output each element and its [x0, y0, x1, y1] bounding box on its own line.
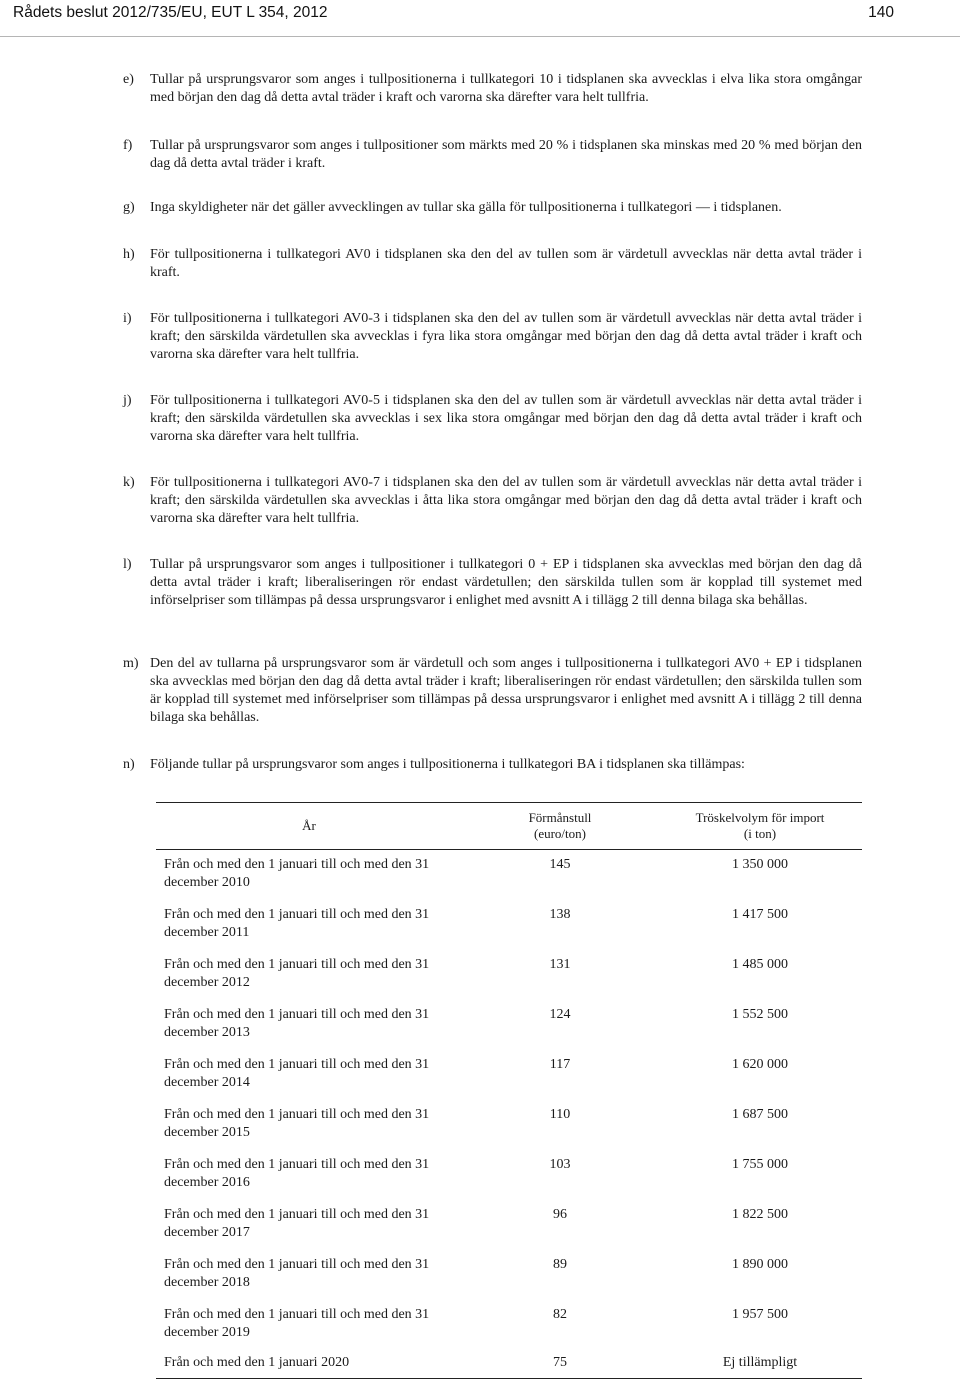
cell-threshold: 1 350 000 — [732, 857, 788, 872]
item-marker: n) — [123, 757, 135, 772]
item-text: För tullpositionerna i tullkategori AV0 i tidsplanen ska den del av tullen som är värdetull avvecklas när detta avtal träder i kraft. — [150, 247, 862, 280]
item-text: Följande tullar på ursprungsvaror som anges i tullpositionerna i tullkategori BA i tidsplanen ska tillämpas: — [150, 757, 745, 772]
cell-threshold: 1 552 500 — [732, 1007, 788, 1022]
cell-tariff: 145 — [549, 857, 571, 872]
cell-tariff: 138 — [549, 907, 571, 922]
table-row — [156, 1350, 862, 1379]
cell-year: Från och med den 1 januari till och med den 31 december 2010 — [164, 857, 430, 890]
item-marker: k) — [123, 475, 135, 490]
item-text: Tullar på ursprungsvaror som anges i tullpositionerna i tullkategori 10 i tidsplanen ska avvecklas i elva lika stora omgångar med början den dag då detta avtal träder i kraft och varorna ska därefter vara helt tullfria. — [150, 72, 862, 105]
cell-threshold: 1 957 500 — [732, 1307, 788, 1322]
cell-threshold: 1 485 000 — [732, 957, 788, 972]
tariff-table — [156, 802, 862, 1379]
item-text: Den del av tullarna på ursprungsvaror som är värdetull och som anges i tullpositionerna i tullkategori AV0 + EP i tidsplanen ska avvecklas med början den dag då detta avtal träder i kraft; liberaliseringen rör endast värdetullen; den särskilda tullen som är kopplad till systemet med införselpriser som tillämpas på dessa ursprungsvaror i enlighet med avsnitt A i tillägg 2 till denna bilaga ska behållas. — [150, 656, 862, 725]
cell-year: Från och med den 1 januari till och med den 31 december 2016 — [164, 1157, 430, 1190]
list-item — [123, 246, 862, 282]
table-row — [156, 1050, 862, 1100]
item-text: Tullar på ursprungsvaror som anges i tullpositioner som märkts med 20 % i tidsplanen ska minskas med 20 % med början den dag då detta avtal träder i kraft. — [150, 138, 862, 171]
item-marker: e) — [123, 72, 134, 87]
cell-year: Från och med den 1 januari till och med den 31 december 2017 — [164, 1207, 430, 1240]
list-item — [123, 199, 862, 217]
item-marker: f) — [123, 138, 133, 153]
column-header-year: År — [156, 803, 462, 850]
item-marker: m) — [123, 656, 139, 671]
table-row — [156, 1200, 862, 1250]
item-marker: j) — [123, 393, 132, 408]
item-text: Tullar på ursprungsvaror som anges i tullpositioner i tullkategori 0 + EP i tidsplanen ska avvecklas med början den dag då detta avtal träder i kraft; liberaliseringen rör endast värdetullen; den särskilda tullen som är kopplad till systemet med införselpriser som tillämpas på dessa ursprungsvaror i enlighet med avsnitt A i tillägg 2 till denna bilaga ska behållas. — [150, 557, 862, 608]
cell-tariff: 110 — [549, 1107, 571, 1122]
table-row — [156, 1150, 862, 1200]
cell-year: Från och med den 1 januari till och med den 31 december 2011 — [164, 907, 430, 940]
list-item — [123, 392, 862, 446]
cell-tariff: 82 — [553, 1307, 567, 1322]
list-item — [123, 655, 862, 727]
table-row — [156, 1250, 862, 1300]
cell-threshold: 1 620 000 — [732, 1057, 788, 1072]
cell-threshold: 1 890 000 — [732, 1257, 788, 1272]
cell-threshold: 1 822 500 — [732, 1207, 788, 1222]
list-item — [123, 310, 862, 364]
list-item — [123, 137, 862, 173]
table-header-row — [156, 803, 862, 850]
item-text: För tullpositionerna i tullkategori AV0-3 i tidsplanen ska den del av tullen som är värdetull avvecklas när detta avtal träder i kraft; den särskilda värdetullen ska avvecklas i fyra lika stora omgångar med början den dag då detta avtal träder i kraft och varorna ska därefter vara helt tullfria. — [150, 311, 862, 362]
cell-tariff: 89 — [553, 1257, 567, 1272]
cell-tariff: 96 — [553, 1207, 567, 1222]
item-marker: i) — [123, 311, 132, 326]
list-item — [123, 756, 862, 774]
column-header-tariff: Förmånstull (euro/ton) — [462, 803, 658, 850]
cell-threshold: Ej tillämpligt — [658, 1350, 862, 1379]
item-marker: g) — [123, 200, 135, 215]
cell-year: Från och med den 1 januari till och med den 31 december 2018 — [164, 1257, 430, 1290]
cell-threshold: 1 417 500 — [732, 907, 788, 922]
list-item — [123, 71, 862, 107]
cell-threshold: 1 755 000 — [732, 1157, 788, 1172]
cell-tariff: 131 — [549, 957, 571, 972]
column-header-threshold: Tröskelvolym för import (i ton) — [658, 803, 862, 850]
page-header — [0, 0, 960, 37]
cell-year: Från och med den 1 januari till och med den 31 december 2013 — [164, 1007, 430, 1040]
item-text: För tullpositionerna i tullkategori AV0-7 i tidsplanen ska den del av tullen som är värdetull avvecklas när detta avtal träder i kraft; den särskilda värdetullen ska avvecklas i åtta lika stora omgångar med början den dag då detta avtal träder i kraft och varorna ska därefter vara helt tullfria. — [150, 475, 862, 526]
list-item — [123, 556, 862, 610]
table-row — [156, 850, 862, 901]
cell-year: Från och med den 1 januari 2020 — [156, 1350, 462, 1379]
item-text: För tullpositionerna i tullkategori AV0-5 i tidsplanen ska den del av tullen som är värdetull avvecklas när detta avtal träder i kraft; den särskilda värdetullen ska avvecklas i sex lika stora omgångar med början den dag då detta avtal träder i kraft och varorna ska därefter vara helt tullfria. — [150, 393, 862, 444]
cell-year: Från och med den 1 januari till och med den 31 december 2012 — [164, 957, 430, 990]
table-row — [156, 1300, 862, 1350]
table-row — [156, 950, 862, 1000]
cell-tariff: 117 — [549, 1057, 571, 1072]
cell-tariff: 75 — [462, 1350, 658, 1379]
document-title: Rådets beslut 2012/735/EU, EUT L 354, 2012 — [13, 4, 328, 21]
item-marker: h) — [123, 247, 135, 262]
table-row — [156, 1000, 862, 1050]
cell-tariff: 124 — [549, 1007, 571, 1022]
list-item — [123, 474, 862, 528]
cell-year: Från och med den 1 januari till och med den 31 december 2015 — [164, 1107, 430, 1140]
table-row — [156, 900, 862, 950]
page-number: 140 — [868, 4, 894, 21]
cell-year: Från och med den 1 januari till och med den 31 december 2014 — [164, 1057, 430, 1090]
item-text: Inga skyldigheter när det gäller avvecklingen av tullar ska gälla för tullpositionerna i tullkategori — i tidsplanen. — [150, 200, 782, 215]
table-row — [156, 1100, 862, 1150]
item-marker: l) — [123, 557, 132, 572]
cell-year: Från och med den 1 januari till och med den 31 december 2019 — [164, 1307, 430, 1340]
cell-threshold: 1 687 500 — [732, 1107, 788, 1122]
cell-tariff: 103 — [549, 1157, 571, 1172]
